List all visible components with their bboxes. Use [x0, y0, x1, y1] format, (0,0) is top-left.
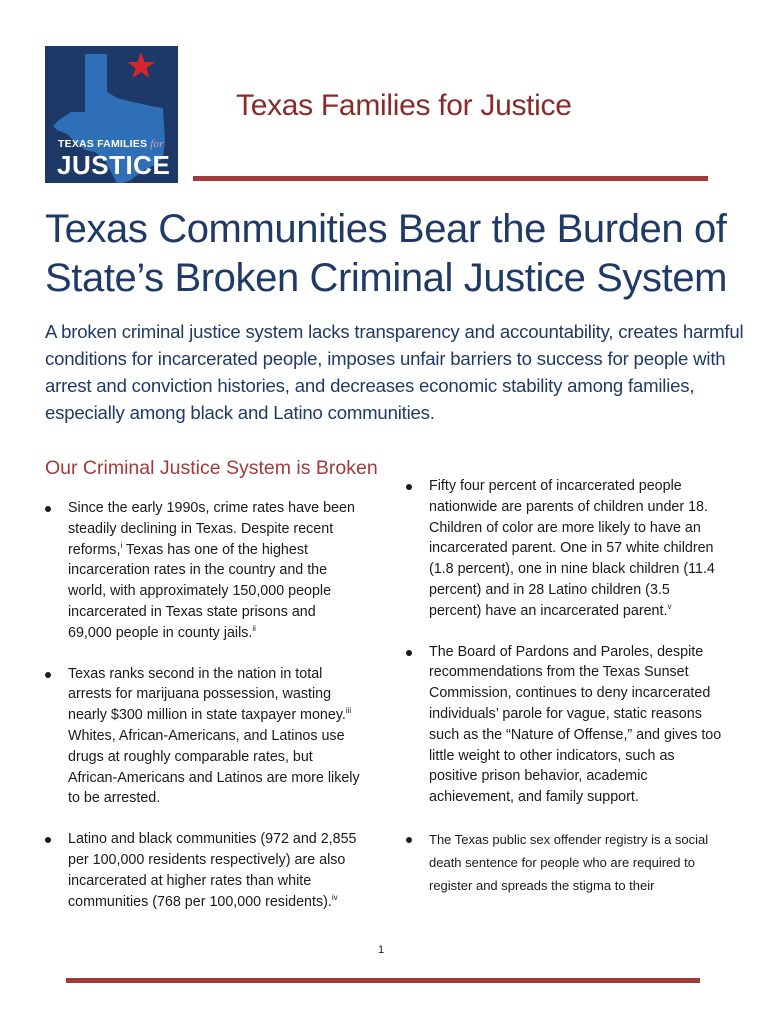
left-bullet-list: [45, 498, 360, 932]
organization-name: Texas Families for Justice: [236, 89, 572, 122]
list-item: Texas ranks second in the nation in total arrests for marijuana possession, wasting nearly $300 million in state taxpayer money.$^{iii}$ Whites, African-Americans, and Latinos use drugs at roughly comparable rates, but African-Americans and Latinos are more likely to be arrested.: [45, 664, 360, 810]
section-title: Our Criminal Justice System is Broken: [45, 457, 378, 479]
page-number: 1: [378, 944, 385, 956]
organization-logo: [45, 46, 178, 183]
logo-text-main: JUSTICE: [57, 150, 171, 180]
logo-text-top: TEXAS FAMILIES for: [58, 138, 164, 150]
list-item: The Texas public sex offender registry is a social death sentence for people who are required to register and spreads the stigma to their: [406, 828, 724, 897]
list-item: The Board of Pardons and Paroles, despite recommendations from the Texas Sunset Commission, continues to deny incarcerated individuals’ parole for vague, static reasons such as the “Nature of Offense,” and gives too little weight to other indicators, such as positive prison behavior, academic achievement, and family support.: [406, 642, 724, 808]
star-icon: [127, 52, 155, 78]
page-headline: Texas Communities Bear the Burden of State’s Broken Criminal Justice System: [45, 207, 728, 300]
list-item: Fifty four percent of incarcerated people nationwide are parents of children under 18. Children of color are more likely to have an incarcerated parent. One in 57 white children (1.8 percent), one in nine black children (11.4 percent) and in 28 Latino children (3.5 percent) have an incarcerated parent.$^v$: [406, 476, 724, 622]
footer-divider: [66, 978, 700, 983]
list-item: Since the early 1990s, crime rates have been steadily declining in Texas. Despite recent reforms,$^i$ Texas has one of the highest incarceration rates in the country and the world, with approximately 150,000 people incarcerated in Texas state prisons and 69,000 people in county jails.$^{ii}$: [45, 498, 360, 644]
list-item: Latino and black communities (972 and 2,855 per 100,000 residents respectively) are also incarcerated at higher rates than white communities (768 per 100,000 residents).$^{iv}$: [45, 829, 360, 912]
right-bullet-list: [406, 476, 724, 917]
page-subheadline: A broken criminal justice system lacks transparency and accountability, creates harmful conditions for incarcerated people, imposes unfair barriers to success for people with arrest and conviction histories, and decreases economic stability among families, especially among black and Latino communities.: [45, 321, 744, 423]
header-divider: [193, 176, 708, 181]
